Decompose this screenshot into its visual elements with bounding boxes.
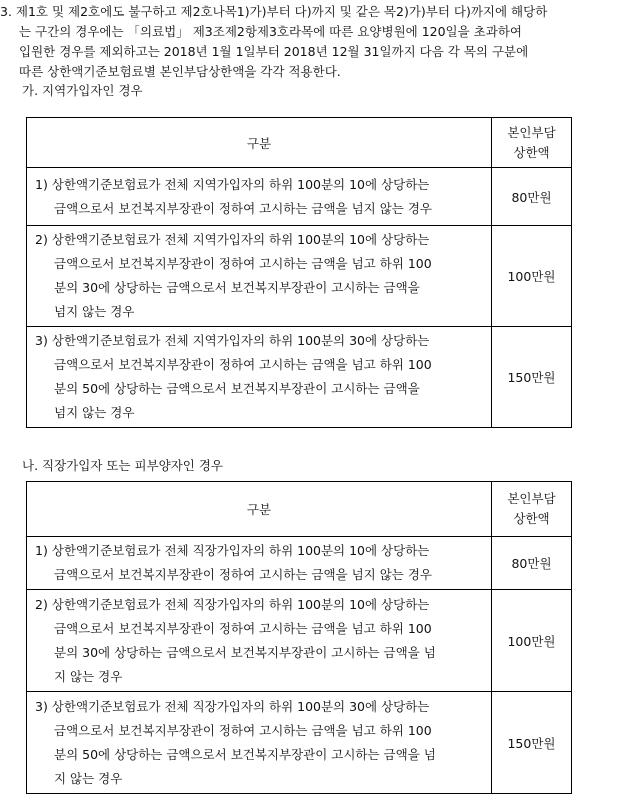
table-row (27, 590, 572, 692)
row-line: 넘지 않는 경우 (54, 405, 135, 420)
row-line: 분의 30에 상당하는 금액으로서 보건복지부장관이 고시하는 금액을 (54, 280, 420, 295)
table-row (27, 327, 572, 428)
intro-line: 입원한 경우를 제외하고는 2018년 1월 1일부터 2018년 12월 31일까지 다음 각 목의 구분에 (19, 44, 529, 59)
row-description (27, 692, 492, 794)
intro-line: 따른 상한액기준보험료별 본인부담상한액을 각각 적용한다. (19, 64, 341, 79)
header-category: 구분 (27, 482, 492, 537)
row-line: 3) 상한액기준보험료가 전체 직장가입자의 하위 100분의 30에 상당하는 (35, 698, 430, 714)
section-b-title: 나. 직장가입자 또는 피부양자인 경우 (22, 458, 223, 473)
row-line: 금액으로서 보건복지부장관이 정하여 고시하는 금액을 넘지 않는 경우 (54, 200, 432, 216)
row-line: 1) 상한액기준보험료가 전체 직장가입자의 하위 100분의 10에 상당하는 (35, 543, 430, 558)
table-header-row (27, 482, 572, 537)
row-amount: 80만원 (492, 168, 572, 226)
table-row (27, 168, 572, 226)
row-line: 금액으로서 보건복지부장관이 정하여 고시하는 금액을 넘고 하위 100 (54, 620, 432, 636)
row-line: 분의 30에 상당하는 금액으로서 보건복지부장관이 고시하는 금액을 넘 (54, 644, 436, 660)
row-line: 지 않는 경우 (54, 770, 123, 786)
row-description (27, 327, 492, 428)
row-amount: 80만원 (492, 537, 572, 590)
row-line: 2) 상한액기준보험료가 전체 직장가입자의 하위 100분의 10에 상당하는 (35, 596, 430, 612)
table-header-row (27, 118, 572, 168)
row-amount: 150만원 (492, 327, 572, 428)
row-line: 3) 상한액기준보험료가 전체 지역가입자의 하위 100분의 30에 상당하는 (35, 333, 430, 348)
row-description (27, 168, 492, 226)
row-line: 금액으로서 보건복지부장관이 정하여 고시하는 금액을 넘고 하위 100 (54, 722, 432, 738)
header-amount (492, 118, 572, 168)
header-amount-line2: 상한액 (513, 144, 550, 160)
row-amount: 100만원 (492, 590, 572, 692)
row-amount: 100만원 (492, 226, 572, 327)
header-category: 구분 (27, 118, 492, 168)
row-line: 분의 50에 상당하는 금액으로서 보건복지부장관이 고시하는 금액을 넘 (54, 746, 436, 762)
row-line: 2) 상한액기준보험료가 전체 지역가입자의 하위 100분의 10에 상당하는 (35, 232, 430, 247)
row-line: 지 않는 경우 (54, 668, 123, 684)
intro-paragraph (0, 2, 618, 82)
row-line: 금액으로서 보건복지부장관이 정하여 고시하는 금액을 넘고 하위 100 (54, 256, 432, 271)
header-amount-line2: 상한액 (513, 511, 550, 526)
header-amount (492, 482, 572, 537)
row-line: 1) 상한액기준보험료가 전체 지역가입자의 하위 100분의 10에 상당하는 (35, 176, 430, 192)
intro-line: 는 구간의 경우에는 「의료법」 제3조제2항제3호라목에 따른 요양병원에 120일을 초과하여 (19, 24, 522, 39)
row-line: 금액으로서 보건복지부장관이 정하여 고시하는 금액을 넘지 않는 경우 (54, 567, 432, 582)
table-row (27, 537, 572, 590)
row-description (27, 226, 492, 327)
row-line: 넘지 않는 경우 (54, 304, 135, 319)
row-description (27, 590, 492, 692)
row-amount: 150만원 (492, 692, 572, 794)
header-amount-line1: 본인부담 (507, 491, 556, 506)
section-a-table (26, 117, 572, 428)
row-description (27, 537, 492, 590)
section-b-table (26, 481, 572, 794)
table-row (27, 692, 572, 794)
row-line: 분의 50에 상당하는 금액으로서 보건복지부장관이 고시하는 금액을 (54, 381, 420, 396)
intro-line: 3. 제1호 및 제2호에도 불구하고 제2호나목1)가)부터 다)까지 및 같은 목2)가)부터 다)까지에 해당하 (0, 4, 548, 19)
row-line: 금액으로서 보건복지부장관이 정하여 고시하는 금액을 넘고 하위 100 (54, 357, 432, 372)
header-amount-line1: 본인부담 (507, 124, 556, 140)
section-a-title: 가. 지역가입자인 경우 (22, 83, 143, 98)
table-row (27, 226, 572, 327)
